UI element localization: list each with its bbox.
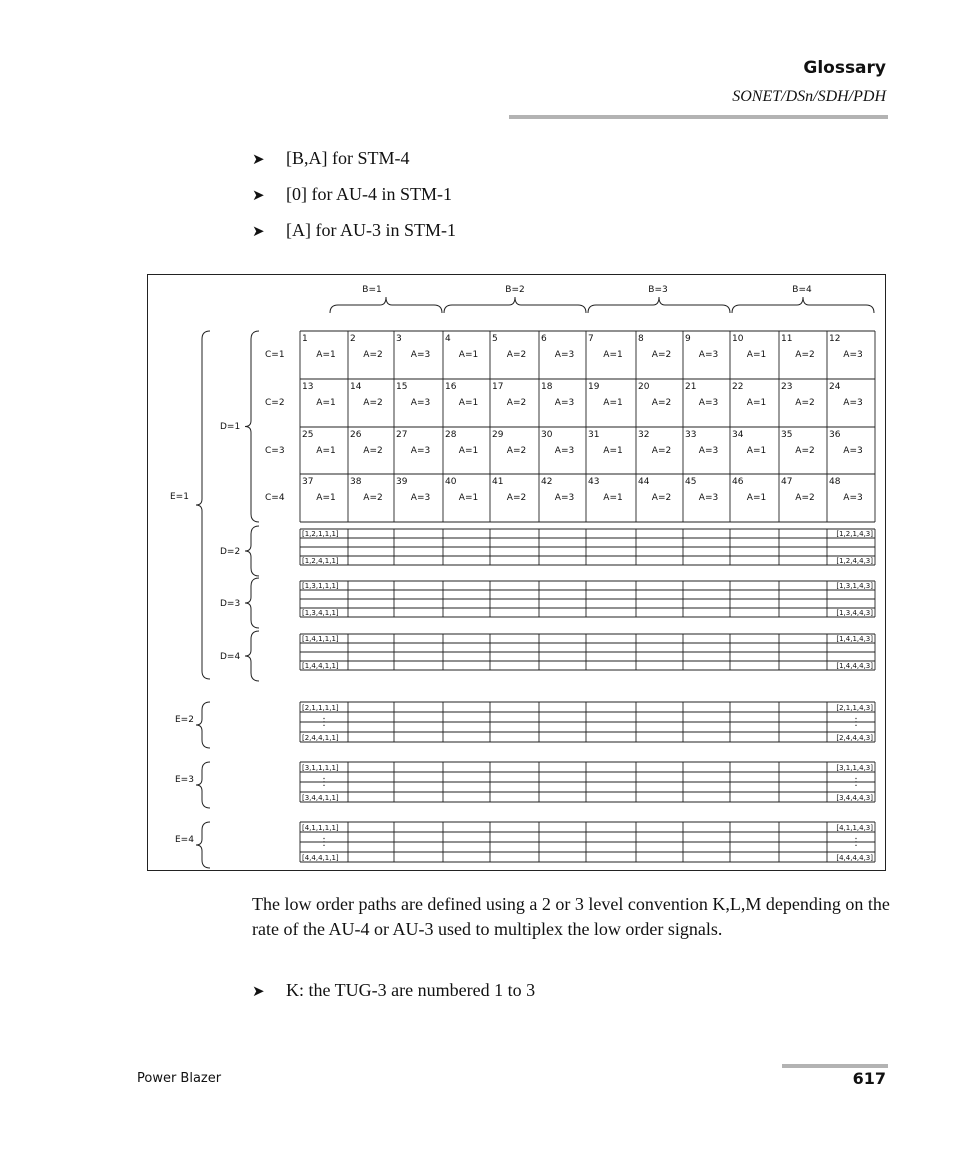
bullet-item bbox=[252, 220, 456, 241]
a-label: A=1 bbox=[316, 350, 336, 360]
cell-number: 37 bbox=[302, 477, 314, 487]
a-label: A=3 bbox=[698, 350, 719, 360]
path-label: [1,3,4,4,3] bbox=[836, 609, 873, 617]
path-label: [3,1,1,4,3] bbox=[836, 764, 873, 772]
d-label: D=2 bbox=[220, 547, 241, 557]
a-label: A=2 bbox=[363, 493, 383, 503]
footer-product: Power Blazer bbox=[137, 1071, 222, 1086]
a-label: A=3 bbox=[410, 350, 431, 360]
a-label: A=2 bbox=[651, 493, 672, 503]
a-label: A=3 bbox=[554, 398, 575, 408]
cell-number: 5 bbox=[492, 334, 498, 344]
a-label: A=3 bbox=[554, 446, 575, 456]
a-label: A=3 bbox=[554, 350, 575, 360]
a-label: A=1 bbox=[603, 493, 623, 503]
a-label: A=3 bbox=[698, 493, 719, 503]
e-label: E=1 bbox=[170, 492, 189, 502]
ellipsis-icon: ⋮ bbox=[851, 717, 861, 728]
cell-number: 28 bbox=[445, 430, 457, 440]
a-label: A=3 bbox=[410, 493, 431, 503]
bullet-text: [0] for AU-4 in STM-1 bbox=[286, 184, 452, 204]
a-label: A=2 bbox=[795, 493, 815, 503]
path-label: [2,4,4,4,3] bbox=[836, 734, 873, 742]
a-label: A=1 bbox=[603, 398, 623, 408]
arrow-bullet-icon: ➤ bbox=[252, 188, 265, 204]
a-label: A=3 bbox=[843, 446, 863, 456]
cell-number: 25 bbox=[302, 430, 314, 440]
a-label: A=3 bbox=[843, 493, 863, 503]
bullet-item bbox=[252, 184, 452, 205]
cell-number: 33 bbox=[685, 430, 697, 440]
ellipsis-icon: ⋮ bbox=[319, 777, 329, 788]
e-brace bbox=[196, 822, 210, 868]
header-subtitle: SONET/DSn/SDH/PDH bbox=[732, 88, 886, 105]
a-label: A=2 bbox=[506, 350, 527, 360]
cell-number: 31 bbox=[588, 430, 600, 440]
a-label: A=2 bbox=[506, 446, 527, 456]
ellipsis-icon: ⋮ bbox=[851, 777, 861, 788]
cell-number: 20 bbox=[638, 382, 650, 392]
cell-number: 38 bbox=[350, 477, 362, 487]
e-label: E=3 bbox=[175, 775, 194, 785]
a-label: A=3 bbox=[410, 398, 431, 408]
cell-number: 14 bbox=[350, 382, 362, 392]
c-label: C=3 bbox=[265, 446, 285, 456]
d-brace bbox=[245, 631, 259, 681]
a-label: A=2 bbox=[795, 350, 815, 360]
ellipsis-icon: ⋮ bbox=[319, 717, 329, 728]
ellipsis-icon: ⋮ bbox=[851, 837, 861, 848]
path-label: [2,1,1,4,3] bbox=[836, 704, 873, 712]
cell-number: 6 bbox=[541, 334, 547, 344]
cell-number: 45 bbox=[685, 477, 697, 487]
b-label: B=4 bbox=[792, 285, 812, 295]
a-label: A=1 bbox=[746, 493, 767, 503]
a-label: A=3 bbox=[554, 493, 575, 503]
a-label: A=1 bbox=[316, 493, 336, 503]
cell-number: 3 bbox=[396, 334, 402, 344]
a-label: A=2 bbox=[363, 350, 383, 360]
path-label: [3,1,1,1,1] bbox=[302, 764, 339, 772]
a-label: A=1 bbox=[458, 446, 479, 456]
a-label: A=3 bbox=[698, 446, 719, 456]
bullet-item bbox=[252, 980, 535, 1001]
b-label: B=1 bbox=[362, 285, 382, 295]
cell-number: 44 bbox=[638, 477, 650, 487]
d-brace bbox=[245, 578, 259, 628]
path-label: [3,4,4,1,1] bbox=[302, 794, 339, 802]
e-label: E=2 bbox=[175, 715, 194, 725]
a-label: A=1 bbox=[746, 398, 767, 408]
cell-number: 43 bbox=[588, 477, 600, 487]
a-label: A=2 bbox=[506, 398, 527, 408]
cell-number: 12 bbox=[829, 334, 841, 344]
path-label: [1,3,4,1,1] bbox=[302, 609, 339, 617]
a-label: A=3 bbox=[843, 398, 863, 408]
path-label: [1,2,4,4,3] bbox=[836, 557, 873, 565]
a-label: A=2 bbox=[795, 398, 815, 408]
cell-number: 10 bbox=[732, 334, 744, 344]
bullet-item bbox=[252, 148, 410, 169]
cell-number: 19 bbox=[588, 382, 600, 392]
cell-number: 39 bbox=[396, 477, 408, 487]
cell-number: 18 bbox=[541, 382, 553, 392]
cell-number: 7 bbox=[588, 334, 594, 344]
path-label: [4,4,4,1,1] bbox=[302, 854, 339, 862]
bullet-text: [A] for AU-3 in STM-1 bbox=[286, 220, 456, 240]
cell-number: 35 bbox=[781, 430, 793, 440]
cell-number: 34 bbox=[732, 430, 744, 440]
b-label: B=3 bbox=[648, 285, 668, 295]
cell-number: 36 bbox=[829, 430, 841, 440]
c-label: C=2 bbox=[265, 398, 285, 408]
e-brace bbox=[196, 702, 210, 748]
cell-number: 23 bbox=[781, 382, 793, 392]
path-label: [1,2,1,4,3] bbox=[836, 530, 873, 538]
a-label: A=2 bbox=[363, 446, 383, 456]
cell-number: 2 bbox=[350, 334, 356, 344]
cell-number: 17 bbox=[492, 382, 504, 392]
cell-number: 24 bbox=[829, 382, 841, 392]
a-label: A=3 bbox=[410, 446, 431, 456]
path-label: [4,1,1,4,3] bbox=[836, 824, 873, 832]
cell-number: 4 bbox=[445, 334, 451, 344]
cell-number: 27 bbox=[396, 430, 408, 440]
path-label: [2,4,4,1,1] bbox=[302, 734, 339, 742]
a-label: A=1 bbox=[603, 350, 623, 360]
cell-number: 41 bbox=[492, 477, 504, 487]
path-label: [1,4,4,1,1] bbox=[302, 662, 339, 670]
a-label: A=1 bbox=[746, 350, 767, 360]
c-label: C=1 bbox=[265, 350, 285, 360]
path-label: [1,2,4,1,1] bbox=[302, 557, 339, 565]
bullet-text: [B,A] for STM-4 bbox=[286, 148, 410, 168]
cell-number: 22 bbox=[732, 382, 744, 392]
cell-number: 15 bbox=[396, 382, 408, 392]
a-label: A=2 bbox=[363, 398, 383, 408]
a-label: A=1 bbox=[458, 398, 479, 408]
cell-number: 1 bbox=[302, 334, 308, 344]
path-label: [1,4,1,1,1] bbox=[302, 635, 339, 643]
cell-number: 48 bbox=[829, 477, 841, 487]
cell-number: 13 bbox=[302, 382, 314, 392]
bullet-text: K: the TUG-3 are numbered 1 to 3 bbox=[286, 980, 536, 1000]
a-label: A=2 bbox=[651, 350, 672, 360]
numbering-diagram bbox=[148, 275, 887, 872]
path-label: [1,2,1,1,1] bbox=[302, 530, 339, 538]
a-label: A=1 bbox=[316, 398, 336, 408]
cell-number: 11 bbox=[781, 334, 793, 344]
path-label: [1,4,1,4,3] bbox=[836, 635, 873, 643]
d-label: D=1 bbox=[220, 422, 241, 432]
arrow-bullet-icon: ➤ bbox=[252, 984, 265, 1000]
body-paragraph: The low order paths are defined using a 2 or 3 level convention K,L,M depending on the rate of the AU-4 or AU-3 used to multiplex the low order signals. bbox=[252, 894, 890, 939]
a-label: A=1 bbox=[458, 493, 479, 503]
stm-numbering-figure bbox=[147, 274, 886, 871]
a-label: A=3 bbox=[843, 350, 863, 360]
page-number: 617 bbox=[852, 1069, 886, 1088]
b-brace bbox=[444, 297, 586, 313]
cell-number: 30 bbox=[541, 430, 553, 440]
ellipsis-icon: ⋮ bbox=[319, 837, 329, 848]
d-label: D=4 bbox=[220, 652, 241, 662]
path-label: [4,4,4,4,3] bbox=[836, 854, 873, 862]
a-label: A=2 bbox=[651, 446, 672, 456]
path-label: [2,1,1,1,1] bbox=[302, 704, 339, 712]
a-label: A=2 bbox=[651, 398, 672, 408]
cell-number: 9 bbox=[685, 334, 691, 344]
cell-number: 16 bbox=[445, 382, 457, 392]
a-label: A=1 bbox=[316, 446, 336, 456]
a-label: A=2 bbox=[795, 446, 815, 456]
b-brace bbox=[330, 297, 442, 313]
cell-number: 21 bbox=[685, 382, 697, 392]
c-label: C=4 bbox=[265, 493, 285, 503]
path-label: [1,4,4,4,3] bbox=[836, 662, 873, 670]
e1-brace bbox=[196, 331, 210, 679]
a-label: A=1 bbox=[746, 446, 767, 456]
cell-number: 8 bbox=[638, 334, 644, 344]
a-label: A=1 bbox=[603, 446, 623, 456]
d1-brace bbox=[245, 331, 259, 522]
cell-number: 32 bbox=[638, 430, 650, 440]
arrow-bullet-icon: ➤ bbox=[252, 224, 265, 240]
a-label: A=2 bbox=[506, 493, 527, 503]
b-brace bbox=[732, 297, 874, 313]
a-label: A=1 bbox=[458, 350, 479, 360]
b-brace bbox=[588, 297, 730, 313]
cell-number: 29 bbox=[492, 430, 504, 440]
cell-number: 40 bbox=[445, 477, 457, 487]
path-label: [4,1,1,1,1] bbox=[302, 824, 339, 832]
arrow-bullet-icon: ➤ bbox=[252, 152, 265, 168]
header-rule bbox=[509, 115, 888, 119]
cell-number: 42 bbox=[541, 477, 553, 487]
cell-number: 46 bbox=[732, 477, 744, 487]
d-label: D=3 bbox=[220, 599, 241, 609]
path-label: [3,4,4,4,3] bbox=[836, 794, 873, 802]
cell-number: 47 bbox=[781, 477, 793, 487]
footer-rule bbox=[782, 1064, 888, 1068]
header-title: Glossary bbox=[803, 58, 886, 78]
path-label: [1,3,1,1,1] bbox=[302, 582, 339, 590]
b-label: B=2 bbox=[505, 285, 525, 295]
cell-number: 26 bbox=[350, 430, 362, 440]
e-label: E=4 bbox=[175, 835, 194, 845]
path-label: [1,3,1,4,3] bbox=[836, 582, 873, 590]
e-brace bbox=[196, 762, 210, 808]
a-label: A=3 bbox=[698, 398, 719, 408]
d-brace bbox=[245, 526, 259, 576]
